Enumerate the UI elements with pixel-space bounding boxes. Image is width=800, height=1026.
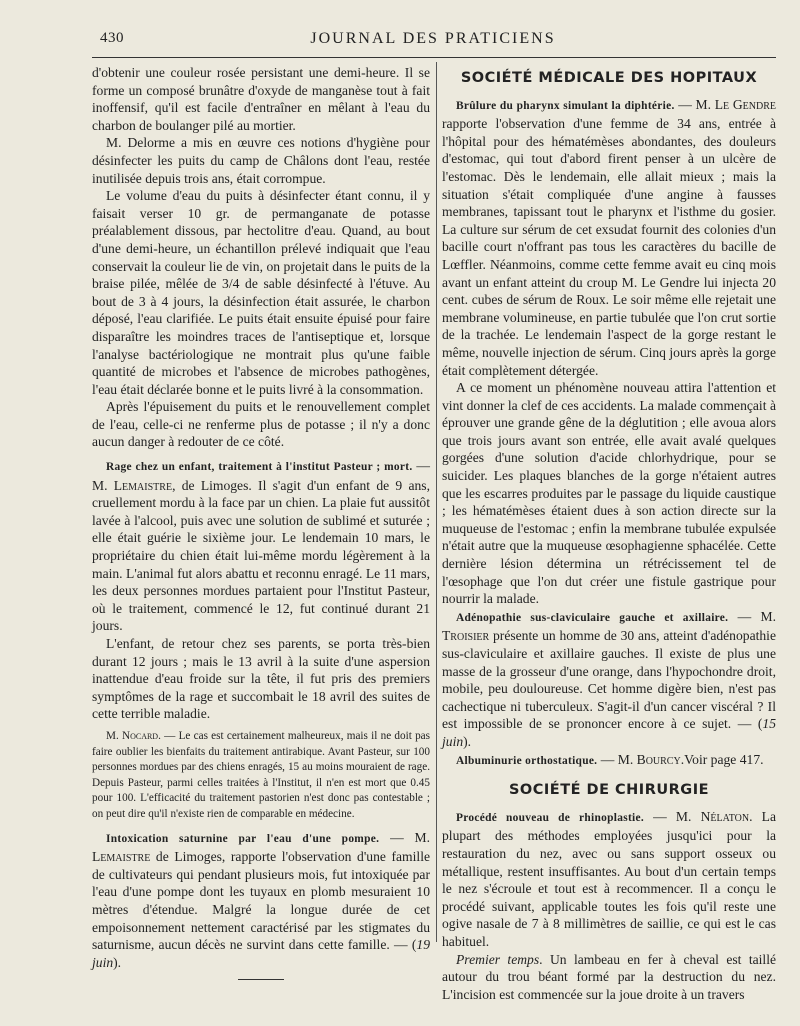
end-rule xyxy=(238,979,284,980)
nocard-text: . — Le cas est certainement malheureux, mais il ne doit pas faire oublier les bienfaits du traitement antirabique. Avant Pasteur, sur 100 personnes mordues par des chiens enragés, 15 au moins mouraient de rage. Depuis Pasteur, parmi celles traitées à l'Institut, il n'en est mort que 0.45 pour 100. L'efficacité du traitement pastorien n'est donc pas contestable ; on peut dire qu'il n'existe rien de comparable en médecine. xyxy=(92,729,430,820)
dash: — M. xyxy=(644,808,701,824)
dash: — M. xyxy=(728,608,776,624)
dash: — M. xyxy=(674,96,715,112)
label-premier-temps: Premier temps xyxy=(456,951,540,967)
date-19-juin: 19 juin xyxy=(92,937,430,970)
paragraph-premier-temps xyxy=(442,951,776,1004)
page-number: 430 xyxy=(100,30,124,46)
paragraph-brulure-cause: A ce moment un phénomène nouveau attira l'attention et vint donner la clef de ces accidents. La malade commençait à éprouver une grande gêne de la déglutition ; elle avoua alors que trois jours avant son entrée, elle avait avalé quelques gorgées d'une solution d'acide chlorhydrique, pour se suicider. Les plaques blanches de la gorge n'étaient autres que les escarres produites par le passage du liquide caustique ; les hématémèses étaient dues à son action directe sur la muqueuse de l'estomac ; enfin la membrane tubulée expulsée n'était autre que la muqueuse œsophagienne sphacélée. Cette dernière lésion détermina un rétrécissement tel de l'œsophage que l'on dut créer une fistule gastrique pour nourrir la malade. xyxy=(442,380,776,607)
author-bourcy: Bourcy xyxy=(636,751,681,767)
intoxication-text: de Limoges, rapporte l'observation d'une famille de cultivateurs qui pendant plusieurs mois, fut intoxiquée par l'eau d'une pompe dont les tuyaux en plomb mesuraient 10 mètres d'étendue. Malgré la longue durée de cet empoisonnement nettement caractérisé par les stigmates du saturnisme, aucun décès ne survint dans cette famille. — ( xyxy=(92,849,430,953)
brulure-text: rapporte l'observation d'une femme de 34 ans, entrée à l'hôpital pour des hématémèses abondantes, des douleurs d'estomac, qui tout d'abord firent penser à un ulcère de l'estomac. Dès le lendemain, elle allait mieux ; mais la situation s'était compliquée d'une angine à fausses membranes, tapissant tout le pharynx et l'isthme du gosier. La culture sur sérum de cet exsudat fournit des colonies d'un bacille court n'offrant pas tous les caractères du bacille de Lœffler. Néanmoins, comme cette femme avait eu cinq mois avant un enfant atteint du croup M. Le Gendre lui injecta 20 cent. cubes de sérum de Roux. Le soir même elle rejetait une membrane volumineuse, en partie tubulée que l'on crut sortie de la trachée. Le lendemain l'aspect de la gorge restant le même, nouvelle injection de sérum. Cinq jours après la gorge était complètement détergée. xyxy=(442,116,776,378)
dash: — M. xyxy=(379,829,430,845)
dash: — M. xyxy=(597,751,637,767)
page-header xyxy=(88,30,778,52)
rubric-intoxication: Intoxication saturnine par l'eau d'une pompe. xyxy=(106,832,380,845)
article-brulure xyxy=(442,96,776,380)
article-rage xyxy=(92,457,430,635)
left-column xyxy=(92,64,430,980)
journal-title: JOURNAL DES PRATICIENS xyxy=(310,30,556,47)
author-lemaistre: Lemaistre xyxy=(92,849,151,865)
date-15-juin: 15 juin xyxy=(442,716,776,749)
right-column xyxy=(442,64,776,1003)
premier-temps-text: . Un lambeau en fer à cheval est taillé autour du trou béant formé par la destruction du nez. L'incision est commencée sur la joue droite à un travers xyxy=(442,951,777,1002)
rubric-albuminurie: Albuminurie orthostatique. xyxy=(456,754,598,767)
adenopathie-text: présente un homme de 30 ans, atteint d'adénopathie sus-claviculaire et axillaire gauches. Il existe de plus une masse de la grosseur d'une orange, dans l'hypochondre droit, mobile, peu douloureuse. Cet homme digère bien, n'est pas cachectique ni tuberculeux. S'agit-il d'un cancer viscéral ? Il est impossible de se prononcer encore à ce sujet. — ( xyxy=(442,628,776,732)
close-paren: ). xyxy=(463,733,472,749)
section-title-hopitaux: SOCIÉTÉ MÉDICALE DES HOPITAUX xyxy=(460,70,758,86)
column-divider xyxy=(436,62,437,942)
article-rhinoplastie xyxy=(442,808,776,951)
author-nocard: Nocard xyxy=(122,729,159,742)
article-intoxication xyxy=(92,829,430,972)
paragraph-wells: Le volume d'eau du puits à désinfecter étant connu, il y faisait verser 10 gr. de permanganate de potasse préalablement dissous, par hectolitre d'eau. Quand, au bout d'une demi-heure, un échantillon prélevé indiquait que l'eau conservait la couleur lie de vin, on projetait dans le puits de la braise pilée, mêlée de 3/4 de sable désinfecté à l'étuve. Au bout de 3 à 4 jours, la désinfection était assurée, le charbon déposé, l'eau clarifiée. Le puits était ensuite épuisé pour faire disparaître les moindres traces de l'antiseptique et, lorsque l'analyse bactériologique ne montrait plus qu'une faible quantité de microbes et l'absence de microbes pathogènes, l'eau était déclarée bonne et le puits livré à la consommation. xyxy=(92,188,430,397)
rubric-adenopathie: Adénopathie sus-claviculaire gauche et axillaire. xyxy=(456,611,729,624)
rubric-brulure: Brûlure du pharynx simulant la diphtérie. xyxy=(456,99,675,112)
close-paren: ). xyxy=(113,954,122,970)
comment-nocard xyxy=(92,729,430,823)
paragraph-rage-outcome: L'enfant, de retour chez ses parents, se porta très-bien durant 12 jours ; mais le 13 avril à la suite d'une aspersion inattendue d'eau froide sur la tête, il fut pris des premiers symptômes de la rage et succombait le 18 avril des suites de cette terrible maladie. xyxy=(92,636,430,722)
author-lemaistre: Lemaistre xyxy=(113,477,173,493)
nocard-prefix: M. xyxy=(106,729,122,742)
albuminurie-text: .Voir page 417. xyxy=(680,751,764,767)
section-title-chirurgie: SOCIÉTÉ DE CHIRURGIE xyxy=(508,782,710,799)
article-albuminurie xyxy=(442,751,776,771)
rubric-rhinoplastie: Procédé nouveau de rhinoplastie. xyxy=(456,811,645,824)
paragraph-delorme: M. Delorme a mis en œuvre ces notions d'hygiène pour désinfecter les puits du camp de Châlons dont l'eau, restée inutilisée depuis trois ans, était corrompue. xyxy=(92,135,430,186)
paragraph-potash: Après l'épuisement du puits et le renouvellement complet de l'eau, celle-ci ne renferme plus de potasse ; il n'y a donc aucun danger à redouter de ce côté. xyxy=(92,399,430,450)
rhinoplastie-text: . La plupart des méthodes employées jusqu'ici pour la restauration du nez, avec ou sans support osseux ou métallique, restent insuffisantes. Au bout d'un certain temps le nez s'écroule et tout est à recommencer. Il a conçu le procédé suivant, applicable toutes les fois qu'il reste une ogive nasale de 7 à 8 millimètres de saillie, ce qui est le cas habituel. xyxy=(442,808,776,949)
author-troisier: Troisier xyxy=(442,628,490,644)
rage-text: , de Limoges. Il s'agit d'un enfant de 9 ans, cruellement mordu à la face par un chien. La plaie fut aussitôt lavée à l'alcool, puis avec une solution de sublimé et suturée ; elle était guérie le sixième jour. Le lendemain 10 mars, le propriétaire du chien était lui-même mordu légèrement à la main. L'animal fut alors abattu et reconnu enragé. Le 11 mars, les deux personnes mordues partaient pour l'Institut Pasteur, où le traitement, commencé le 12, fut continué durant 21 jours. xyxy=(92,477,430,634)
header-rule xyxy=(92,57,776,58)
article-adenopathie xyxy=(442,608,776,751)
paragraph-permanganate: d'obtenir une couleur rosée persistant une demi-heure. Il se forme un composé brunâtre d'oxyde de manganèse tout à fait inoffensif, qu'il est facile d'entraîner en mêlant à l'eau du charbon de boulanger pilé au mortier. xyxy=(92,65,430,133)
author-le-gendre: Le Gendre xyxy=(714,96,776,112)
dash: — M. xyxy=(92,458,431,493)
rubric-rage: Rage chez un enfant, traitement à l'institut Pasteur ; mort. xyxy=(106,461,413,474)
author-nelaton: Nélaton xyxy=(700,808,750,824)
